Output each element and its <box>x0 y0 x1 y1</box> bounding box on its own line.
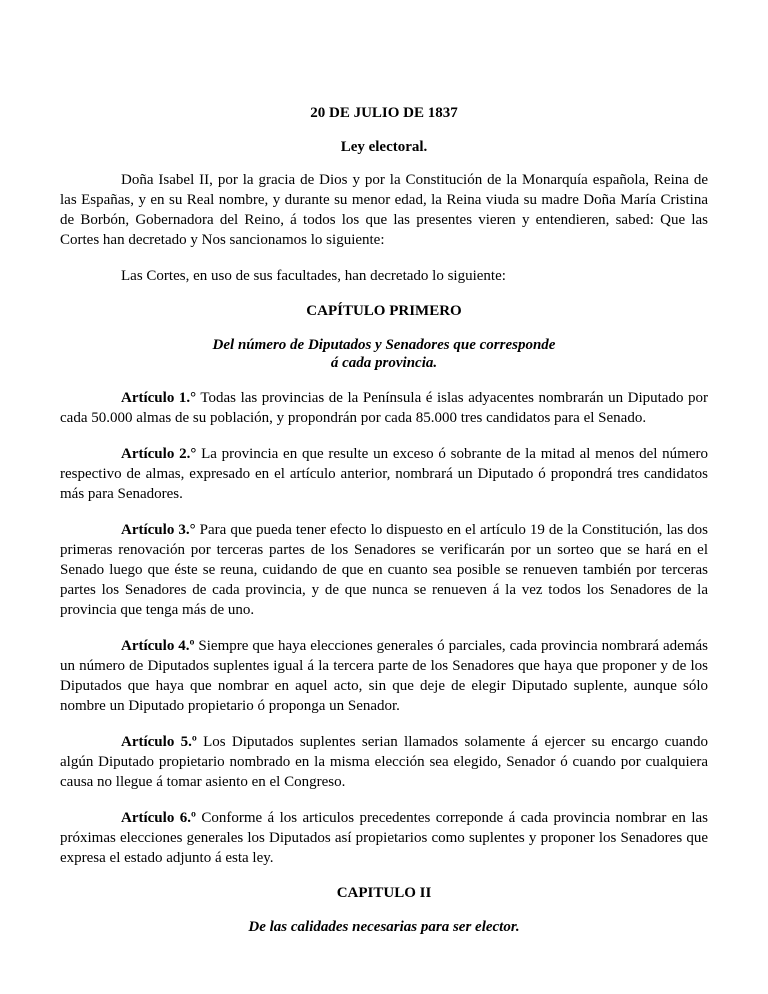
article-3-label: Artículo 3.° <box>121 522 196 538</box>
article-2 <box>60 444 708 504</box>
article-4-text: Siempre que haya elecciones generales ó parciales, cada provincia nombrará además un número de Diputados suplentes igual á la tercera parte de los Senadores que haya que proponer y de los Diputados que haya que nombrar en aquel acto, sin que deje de elegir Diputado suplente, aunque sólo nombre un Diputado propietario ó proponga un Senador. <box>60 638 708 714</box>
article-2-label: Artículo 2.° <box>121 446 197 462</box>
article-5-text: Los Diputados suplentes serian llamados solamente á ejercer su encargo cuando algún Diputado propietario nombrado en la misma elección sea elegido, Senador ó cuando por cualquiera causa no llegue á tomar asiento en el Congreso. <box>60 734 708 790</box>
document-date: 20 DE JULIO DE 1837 <box>310 105 458 121</box>
article-1-label: Artículo 1.° <box>121 390 197 406</box>
document-page <box>60 0 708 936</box>
chapter-1-subtitle <box>60 336 708 372</box>
chapter-1-title: CAPÍTULO PRIMERO <box>306 303 462 319</box>
article-1 <box>60 388 708 428</box>
article-4-label: Artículo 4.º <box>121 638 195 654</box>
law-title: Ley electoral. <box>340 139 428 155</box>
chapter-1-subtitle-line-2: á cada provincia. <box>330 355 438 371</box>
article-6-label: Artículo 6.º <box>121 810 196 826</box>
article-3 <box>60 520 708 620</box>
article-6 <box>60 808 708 868</box>
article-4 <box>60 636 708 716</box>
article-5-label: Artículo 5.º <box>121 734 197 750</box>
cortes-paragraph: Las Cortes, en uso de sus facultades, han decretado lo siguiente: <box>121 268 506 284</box>
chapter-2-title: CAPITULO II <box>336 885 432 901</box>
article-6-text: Conforme á los articulos precedentes correponde á cada provincia nombrar en las próximas elecciones generales los Diputados así propietarios como suplentes y proponer los Senadores que expresa el estado adjunto á esta ley. <box>60 810 708 866</box>
article-3-text: Para que pueda tener efecto lo dispuesto en el artículo 19 de la Constitución, las dos primeras renovación por terceras partes de los Senadores se verificarán por un sorteo que se hará en el Senado luego que éste se reuna, cuidando de que en cuanto sea posible se renueven también por terceras partes los Senadores de cada provincia, y de que nunca se renueven á la vez todos los Senadores de la provincia que tenga más de uno. <box>60 522 708 618</box>
article-5 <box>60 732 708 792</box>
intro-paragraph: Doña Isabel II, por la gracia de Dios y por la Constitución de la Monarquía española, Reina de las Españas, y en su Real nombre, y durante su menor edad, la Reina viuda su madre Doña María Cristina de Borbón, Gobernadora del Reino, á todos los que las presentes vieren y entendieren, sabed: Que las Cortes han decretado y Nos sancionamos lo siguiente: <box>60 172 708 248</box>
chapter-1-subtitle-line-1: Del número de Diputados y Senadores que corresponde <box>212 337 556 353</box>
article-1-text: Todas las provincias de la Península é islas adyacentes nombrarán un Diputado por cada 50.000 almas de su población, y propondrán por cada 85.000 tres candidatos para el Senado. <box>60 390 708 426</box>
article-2-text: La provincia en que resulte un exceso ó sobrante de la mitad al menos del número respectivo de almas, expresado en el artículo anterior, nombrará un Diputado ó propondrá tres candidatos más para Senadores. <box>60 446 708 502</box>
chapter-2-subtitle: De las calidades necesarias para ser elector. <box>248 919 520 935</box>
